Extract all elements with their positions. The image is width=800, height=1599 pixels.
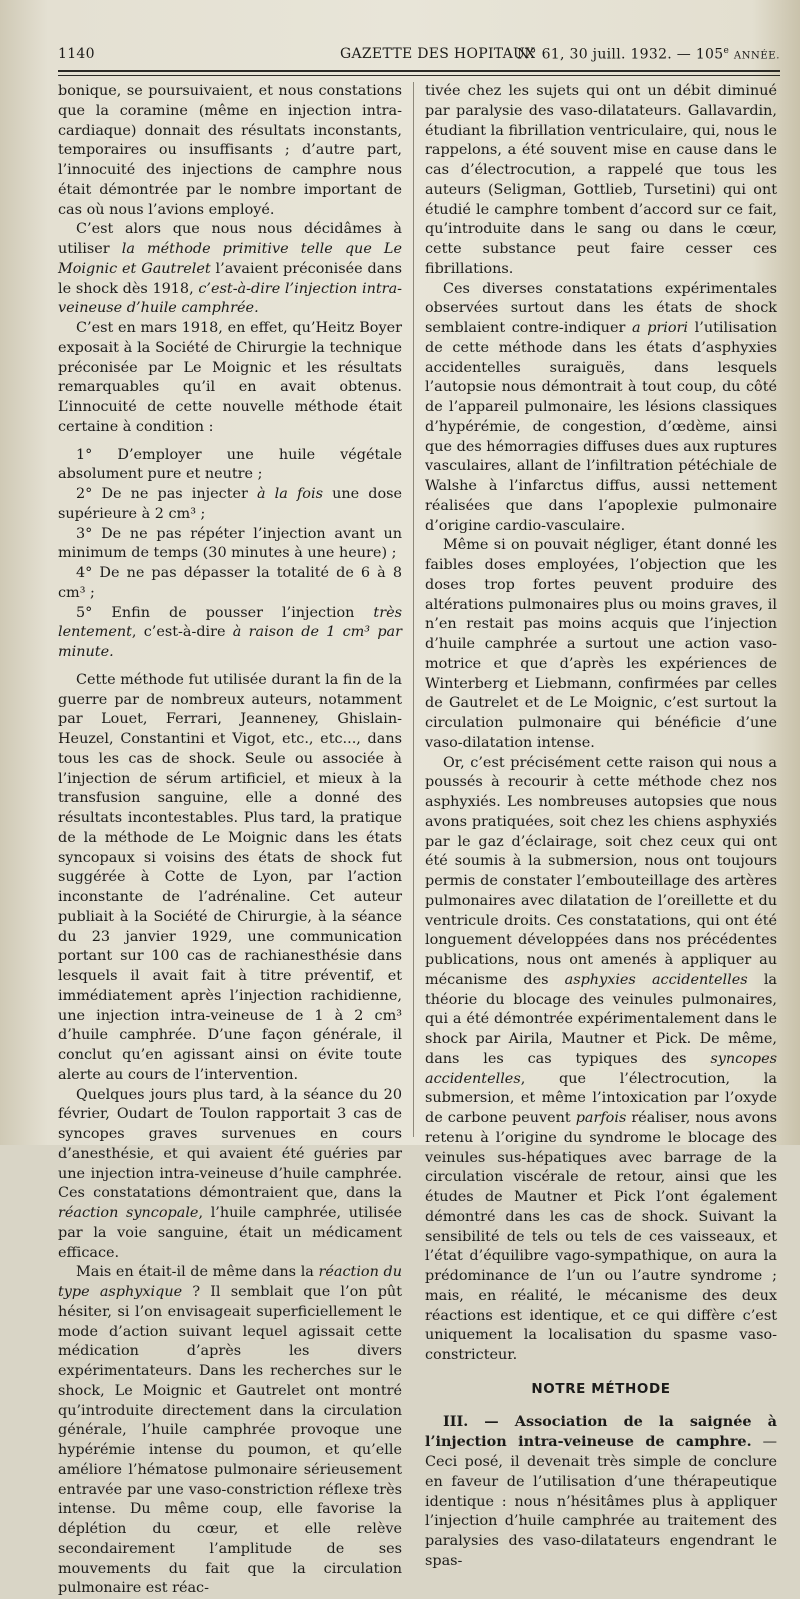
list-item (58, 485, 402, 525)
paragraph (58, 1263, 402, 1599)
text-run: Mais en était-il de même dans la (76, 1264, 319, 1281)
text-run: , que l’électrocution, la submersion, et même l’intoxication par l’oxyde de carbone peuvent (425, 1070, 777, 1126)
text-run: réaliser, nous avons retenu à l’origine du syndrome le blocage des veinules sus-hépatiques avec barrage de la circulation viscérale de retour, ainsi que les études de Mautner et Pick l’ont également démontré dans les cas de shock. Suivant la sensibilité de tels ou tels de ces vaisseaux, et l’état d’équilibre vago-sympathique, on aura la prédominance de l’un ou l’autre syndrome ; mais, en réalité, le mécanisme des deux réactions est identique, et ce qui diffère c’est uniquement la localisation du spasme vaso-constricteur. (425, 1110, 777, 1363)
italic-run: syncopes accidentelles (425, 1050, 777, 1087)
text-run: C’est alors que nous nous décidâmes à utiliser (58, 221, 402, 257)
left-column (58, 82, 402, 1599)
paragraph: bonique, se poursuivaient, et nous constations que la coramine (même en injection intra-cardiaque) donnait des résultats inconstants, temporaires ou insuffisants ; d’autre part, l’innocuité des injections de camphre nous était démontrée par le nombre important de cas où nous l’avions employé. (58, 83, 402, 218)
text-run: ? Il semblait que l’on pût hésiter, si l’on envisageait superficiellement le mode d’action suivant lequel agissait cette médication d’après les divers expérimentateurs. Dans les recherches sur le shock, Le Moignic et Gautrelet ont montré qu’introduite directement dans la circulation générale, l’huile camphrée provoque une hypérémie intense du poumon, et qu’elle améliore l’hématose pulmonaire sérieusement entravée par une vaso-constriction réflexe très intense. Du même coup, elle favorise la déplétion du cœur, et elle relève secondairement l’amplitude de ses mouvements du fait que la circulation pulmonaire est réac- (58, 1284, 402, 1597)
issue-superscript: e (723, 46, 730, 56)
paragraph: Même si on pouvait négliger, étant donné les faibles doses employées, l’objection que les doses trop fortes peuvent produire des altérations pulmonaires plus ou moins graves, il n’en restait pas moins acquis que l’injection d’huile camphrée a surtout une action vaso-motrice et que d’après les expériences de Winterberg et Liebmann, confirmées par celles de Gautrelet et de Le Moignic, c’est surtout la circulation pulmonaire qui bénéficie d’une vaso-dilatation intense. (425, 537, 777, 751)
list-item: 3° De ne pas répéter l’injection avant un minimum de temps (30 minutes à une heure) ; (58, 525, 402, 562)
text-run: Or, c’est précisément cette raison qui nous a poussés à recourir à cette méthode chez nos asphyxiés. Les nombreuses autopsies que nous avons pratiquées, soit chez les chiens asphyxiés par le gaz d’éclairage, soit chez ceux qui ont été soumis à la submersion, nous ont toujours permis de constater l’embouteillage des artères pulmonaires avec dilatation de l’oreillette et du ventricule droits. Ces constatations, qui ont été longuement développées dans nos précédentes publications, nous ont amenés à appliquer au mécanisme des (425, 754, 777, 988)
paragraph: Cette méthode fut utilisée durant la fin de la guerre par de nombreux auteurs, notamment par Louet, Ferrari, Jeanneney, Ghislain-Heuzel, Constantini et Vigot, etc., etc..., dans tous les cas de shock. Seule ou associée à l’injection de sérum artificiel, et mieux à la transfusion sanguine, elle a donné des résultats incontestables. Plus tard, la pratique de la méthode de Le Moignic dans les états syncopaux si voisins des états de shock fut suggérée à Cotte de Lyon, par l’action inconstante de l’adrénaline. Cet auteur publiait à la Société de Chirurgie, à la séance du 23 janvier 1929, une communication portant sur 100 cas de rachianesthésie dans lesquels il avait fait à titre préventif, et immédiatement après l’injection rachidienne, une injection intra-veineuse de 1 à 2 cm³ d’huile camphrée. D’une façon générale, il conclut qu’en agissant ainsi on évite toute alerte au cours de l’intervention. (58, 671, 402, 1083)
text-run: 5° Enfin de pousser l’injection (76, 604, 374, 621)
italic-run: réaction du type asphyxique (58, 1264, 402, 1300)
header-rule-thin (58, 75, 780, 76)
italic-run: à la fois (257, 486, 323, 502)
list-item: 1° D’employer une huile végétale absolument pure et neutre ; (58, 446, 402, 483)
journal-title: GAZETTE DES HOPITAUX (340, 46, 536, 62)
text-run: Quelques jours plus tard, à la séance du 20 février, Oudart de Toulon rapportait 3 cas de syncopes graves survenues en cours d’anesthésie, et qui avaient été guéries par une injection intra-veineuse d’huile camphrée. Ces constatations démontraient que, dans la (58, 1086, 402, 1202)
paragraph (425, 754, 777, 1366)
italic-run: c’est-à-dire l’injection intra-veineuse d’huile camphrée. (58, 280, 403, 317)
text-run: l’utilisation de cette méthode dans les états d’asphyxies accidentelles suraiguës, dans lesquels l’autopsie nous démontrait à tout coup, du côté de l’appareil pulmonaire, les lésions classiques d’hypérémie, de congestion, d’œdème, ainsi que des hémorragies diffuses dues aux ruptures vasculaires, allant de l’infiltration pétéchiale de Walshe à l’infarctus diffus, aussi nettement réalisées que dans l’apoplexie pulmonaire d’origine cardio-vasculaire. (425, 320, 777, 534)
page-number: 1140 (58, 46, 95, 62)
text-run: l’avaient préconisée dans le shock dès 1918, (58, 260, 402, 297)
italic-run: parfois (575, 1110, 627, 1126)
text-run: la théorie du blocage des veinules pulmonaires, qui a été démontrée expérimentalement dans le shock par Airila, Mautner et Pick. De même, dans les cas typiques des (425, 971, 777, 1067)
right-column (425, 82, 777, 1572)
italic-run: a priori (631, 320, 689, 336)
paragraph: tivée chez les sujets qui ont un débit diminué par paralysie des vaso-dilatateurs. Gallavardin, étudiant la fibrillation ventriculaire, qui, nous le rappelons, a été souvent mise en cause dans le cas d’électrocution, a rappelé que tous les auteurs (Seligman, Gottlieb, Tursetini) qui ont étudié le camphre tombent d’accord sur ce fait, qu’introduite dans le sang ou dans le cœur, cette substance peut faire cesser ces fibrillations. (425, 83, 777, 277)
section-heading: NOTRE MÉTHODE (531, 1380, 671, 1397)
paragraph (425, 280, 777, 537)
list-item: 4° De ne pas dépasser la totalité de 6 à 8 cm³ ; (58, 565, 402, 601)
text-run: une dose supérieure à 2 cm³ ; (58, 486, 403, 522)
text-run: — Ceci posé, il devenait très simple de conclure en faveur de l’utilisation d’une thérapeutique identique : nous n’hésitâmes plus à appliquer l’injection d’huile camphrée au traitement des paralysies des vaso-dilatateurs engendrant le spas- (425, 1434, 778, 1569)
header-rule-thick (58, 70, 780, 72)
running-header (58, 40, 780, 66)
paragraph (425, 1412, 777, 1572)
text-run: Ces diverses constatations expérimentales observées surtout dans les états de shock semblaient contre-indiquer (425, 280, 777, 336)
paragraph (58, 1086, 402, 1264)
text-run: , l’huile camphrée, utilisée par la voie sanguine, était un médicament efficace. (58, 1205, 403, 1261)
text-run: , c’est-à-dire (131, 624, 233, 641)
column-divider (413, 82, 414, 1137)
bold-run: III. — Association de la saignée à l’injection intra-veineuse de camphre. (425, 1412, 777, 1451)
italic-run: très lentement (58, 604, 402, 641)
list-item (58, 604, 402, 663)
italic-run: la méthode primitive telle que Le Moignic et Gautrelet (58, 241, 402, 277)
issue-annee: ANNÉE. (733, 50, 780, 62)
italic-run: à raison de 1 cm³ par minute. (58, 624, 402, 660)
issue-date: N° 61, 30 juill. 1932. — 105 (517, 46, 724, 63)
text-run: 2° De ne pas injecter (76, 486, 257, 502)
italic-run: réaction syncopale (58, 1205, 199, 1221)
issue-info (517, 46, 780, 63)
italic-run: asphyxies accidentelles (564, 971, 748, 988)
paragraph: C’est en mars 1918, en effet, qu’Heitz Boyer exposait à la Société de Chirurgie la technique préconisée par Le Moignic et les résultats remarquables qu’il en avait obtenus. L’innocuité de cette nouvelle méthode était certaine à condition : (58, 320, 402, 435)
paragraph (58, 220, 402, 319)
